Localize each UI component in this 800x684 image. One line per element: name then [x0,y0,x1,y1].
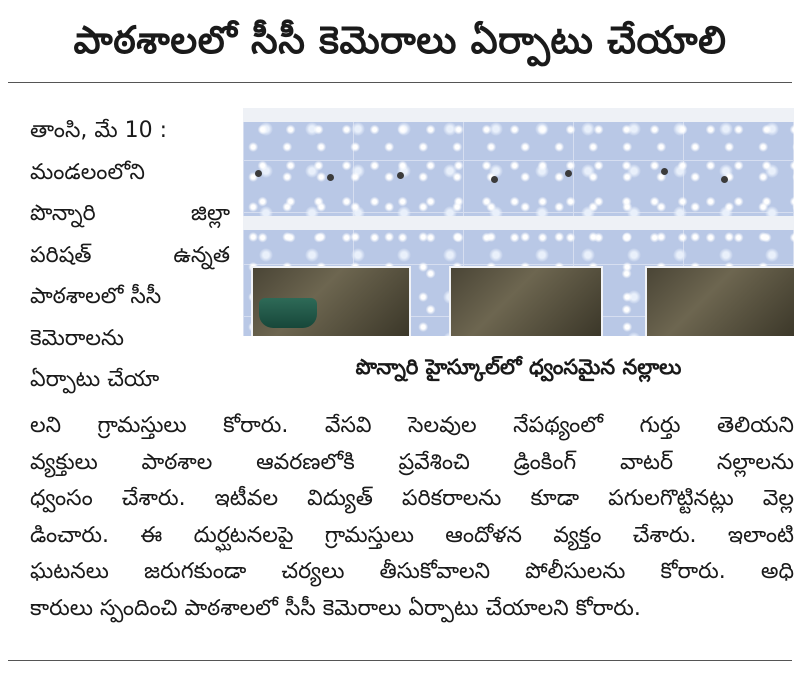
broken-tap-hole [397,172,404,179]
article-headline: పాఠశాలలో సీసీ కెమెరాలు ఏర్పాటు చేయాలి [73,18,727,62]
lead-line: ఏర్పాటు చేయా [30,367,160,392]
sink-opening [251,266,411,336]
article-lead-column [30,110,230,401]
headline-divider [8,82,792,83]
broken-tap-hole [565,170,572,177]
lead-line: పాఠశాలలో సీసీ [30,284,162,309]
body-line: వ్యక్తులు పాఠశాల ఆవరణలోకి ప్రవేశించి డ్రింకింగ్ వాటర్ నల్లాలను [30,449,794,475]
tap-shelf [243,216,794,230]
sink-opening [645,266,794,336]
lead-line: మండలంలోని [30,159,145,185]
broken-tap-hole [661,168,668,175]
body-line: ఘటనలు జరుగకుండా చర్యలు తీసుకోవాలని పోలీసులను కోరారు. అధి [30,559,794,584]
body-line: లని గ్రామస్తులు కోరారు. వేసవి సెలవుల నేపథ్యంలో గుర్తు తెలియని [30,413,794,438]
news-photo-broken-taps [243,108,794,336]
broken-tap-hole [327,174,334,181]
broken-tap-hole [491,176,498,183]
lead-line: కెమెరాలను [30,325,125,351]
dateline: తాంసి, మే 10 : [30,118,168,143]
body-line: డించారు. ఈ దుర్ఘటనలపై గ్రామస్తులు ఆందోళన వ్యక్తం చేశారు. ఇలాంటి [30,522,794,548]
wall-top-ledge [243,108,794,122]
body-line: కారులు స్పందించి పాఠశాలలో సీసీ కెమెరాలు ఏర్పాటు చేయాలని కోరారు. [30,595,641,621]
broken-tap-hole [255,170,262,177]
body-line: ధ్వంసం చేశారు. ఇటీవల విద్యుత్ పరికరాలను కూడా పగులగొట్టినట్లు వెల్ల [30,486,794,511]
lead-line: పరిషత్ ఉన్నత [30,242,230,268]
green-bucket [259,298,317,328]
sink-opening [449,266,603,336]
article-bottom-divider [8,660,792,661]
lead-line: పొన్నారి జిల్లా [30,201,230,226]
photo-caption: పొన్నారి హైస్కూల్‌లో ధ్వంసమైన నల్లాలు [355,355,682,379]
article-body [30,408,794,627]
broken-tap-hole [721,176,728,183]
